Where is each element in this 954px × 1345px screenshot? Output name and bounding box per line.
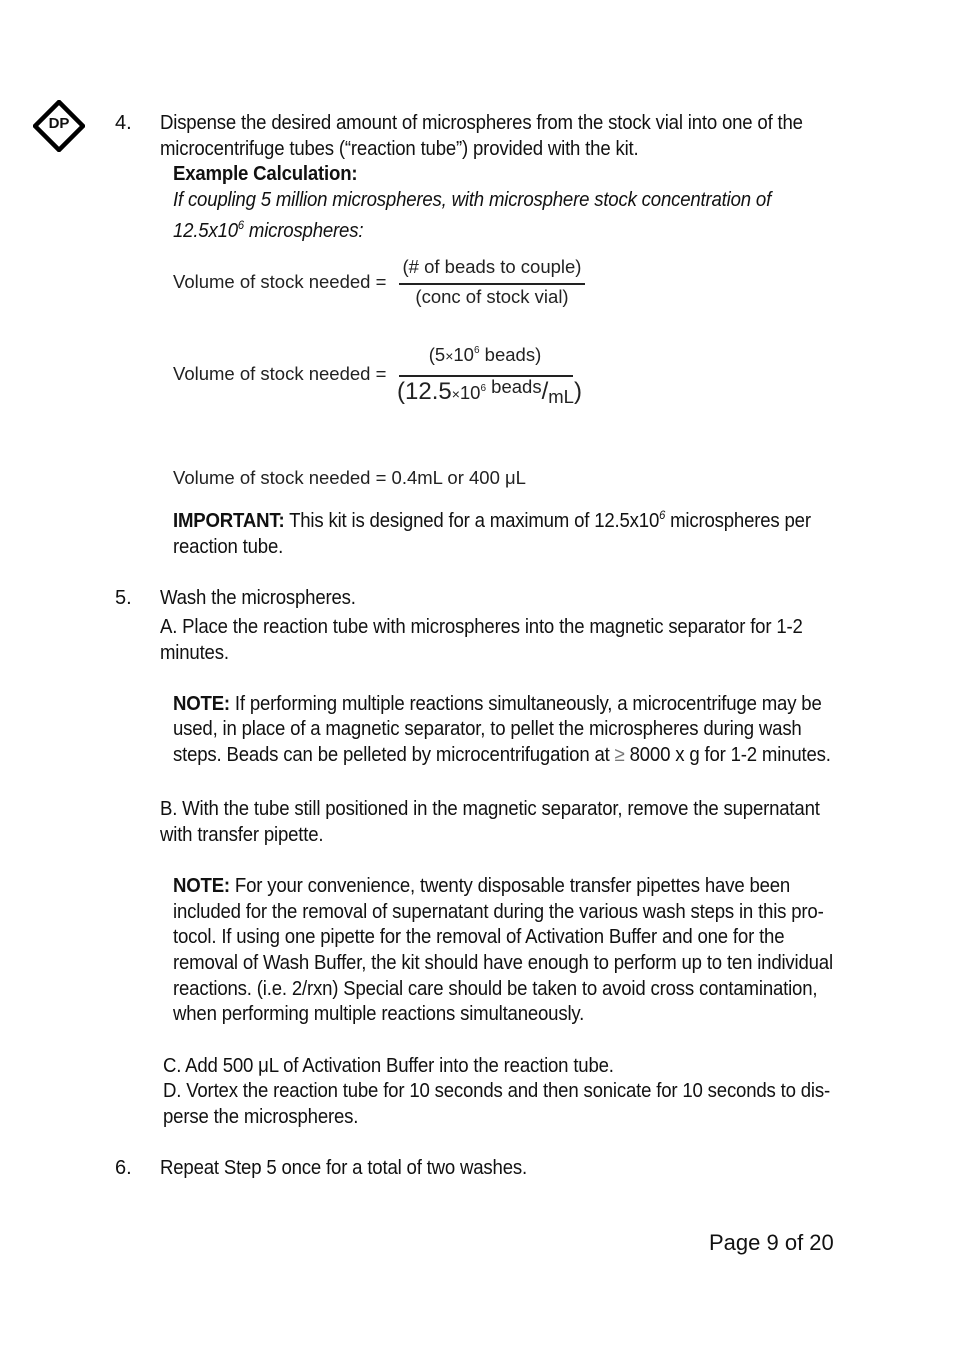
step-5a-line-1: A. Place the reaction tube with microspheres into the magnetic separator for 1-2 [160,616,803,638]
step-5-title: Wash the microspheres. [160,587,356,609]
step-5d-line-2: perse the microspheres. [163,1106,359,1128]
note-2-line-4: removal of Wash Buffer, the kit should have enough to perform up to ten individual [173,952,833,974]
step-4-line-1: Dispense the desired amount of microspheres from the stock vial into one of the [160,112,803,134]
equation-1-fraction-bar [399,283,585,285]
note-2-line-3: tocol. If using one pipette for the removal of Activation Buffer and one for the [173,926,785,948]
important-line-1: IMPORTANT: This kit is designed for a maximum of $12.5x10^6$ microspheres per [173,508,811,532]
equation-1-denominator: (conc of stock vial) [415,286,569,307]
note-1-line-2: used, in place of a magnetic separator, to pellet the microspheres during wash [173,718,802,740]
equation-3: Volume of stock needed = 0.4mL or 400 μL [173,467,526,488]
note-2-line-1: NOTE: For your convenience, twenty disposable transfer pipettes have been [173,875,791,897]
example-heading: Example Calculation: [173,163,358,185]
step-5b-line-1: B. With the tube still positioned in the magnetic separator, remove the supernatant [160,798,820,820]
equation-2-numerator: ($5\times 10^6$ beads) [428,344,542,365]
note-2-line-2: included for the removal of supernatant during the various wash steps in this pro- [173,901,824,923]
dp-logo-text: DP [48,115,70,132]
page-number: Page 9 of 20 [709,1230,834,1255]
step-4-number: 4. [115,112,132,134]
step-5b-line-2: with transfer pipette. [160,824,324,846]
equation-1-lhs: Volume of stock needed = [173,271,387,292]
note-2-line-6: when performing multiple reactions simultaneously. [173,1003,585,1025]
step-6-text: Repeat Step 5 once for a total of two washes. [160,1157,527,1179]
equation-1 [173,255,613,315]
important-line-2: reaction tube. [173,536,284,558]
step-5c-line: C. Add 500 μL of Activation Buffer into the reaction tube. [163,1055,614,1077]
equation-2 [173,342,613,422]
step-4-line-2: microcentrifuge tubes (“reaction tube”) provided with the kit. [160,138,639,160]
step-5a-line-2: minutes. [160,642,229,664]
note-2-line-5: reactions. (i.e. 2/rxn) Special care should be taken to avoid cross contamination, [173,978,818,1000]
equation-1-numerator: (# of beads to couple) [402,256,582,277]
example-line-1: If coupling 5 million microspheres, with microsphere stock concentration of [173,189,772,211]
equation-2-lhs: Volume of stock needed = [173,363,387,384]
step-5d-line-1: D. Vortex the reaction tube for 10 seconds and then sonicate for 10 seconds to dis- [163,1080,830,1102]
dp-logo [33,100,85,152]
note-1-line-1: NOTE: If performing multiple reactions simultaneously, a microcentrifuge may be [173,693,822,715]
note-1-line-3: steps. Beads can be pelleted by microcentrifugation at ≥ 8000 x g for 1-2 minutes. [173,744,831,766]
equation-2-denominator: ($12.5\times 10^6$ beads/mL) [397,376,582,407]
step-6-number: 6. [115,1157,132,1179]
example-line-2: $12.5x10^6$ microspheres: [173,218,364,242]
step-5-number: 5. [115,587,132,609]
